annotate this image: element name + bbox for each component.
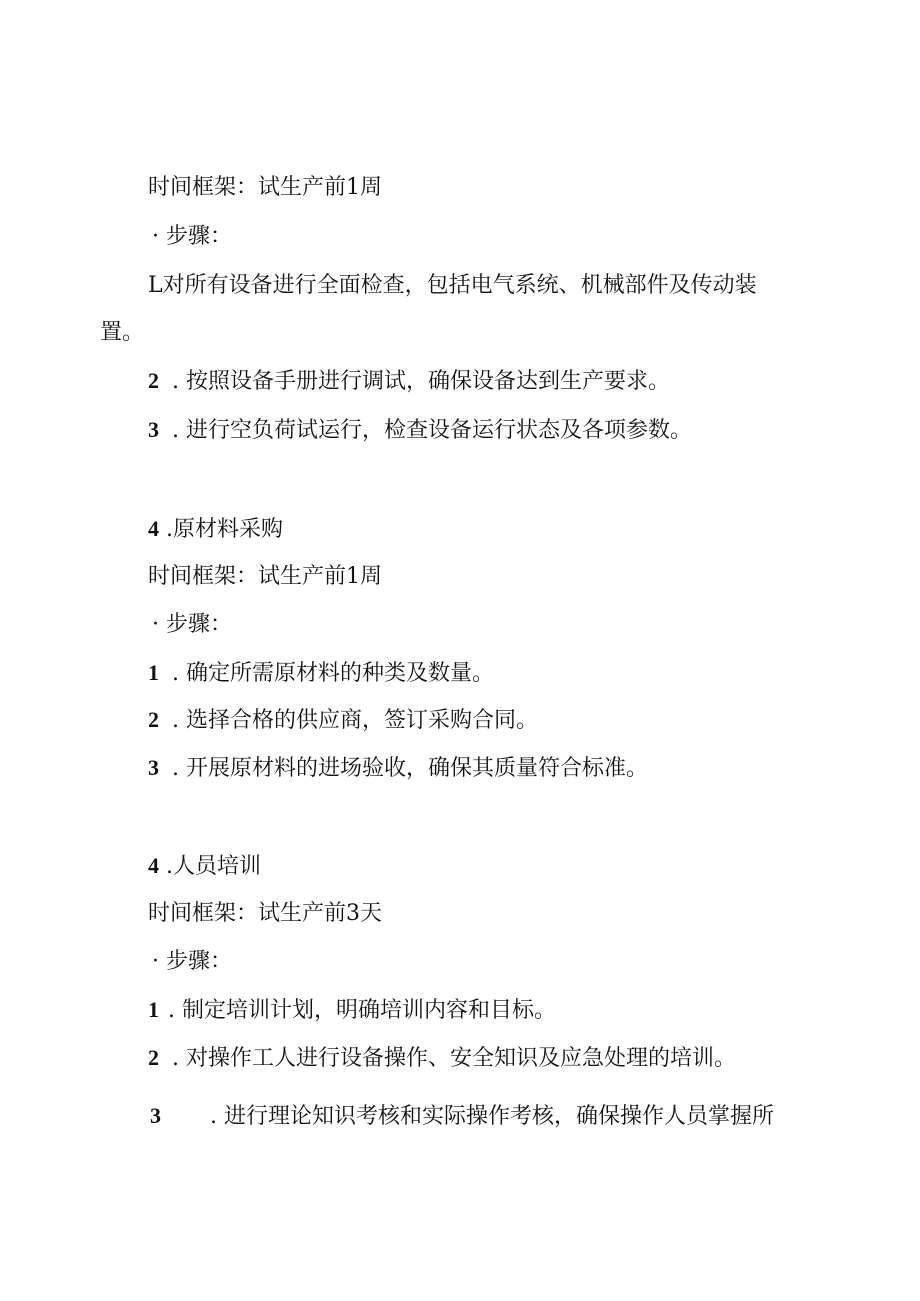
list-item — [148, 658, 494, 689]
section-heading-text: .原材料采购 — [159, 517, 283, 542]
list-item-text: . 进行理论知识考核和实际操作考核，确保操作人员掌握所 — [210, 1104, 774, 1129]
list-item-line: L对所有设备进行全面检查，包括电气系统、机械部件及传动装 — [148, 273, 757, 298]
list-item-number: 1 — [148, 997, 159, 1022]
list-item — [148, 995, 556, 1026]
list-item-text: . 开展原材料的进场验收，确保其质量符合标准。 — [172, 756, 648, 781]
list-item — [148, 366, 670, 397]
list-item-number: 2 — [148, 707, 159, 732]
list-item — [150, 1101, 774, 1132]
list-item-text: . 进行空负荷试运行，检查设备运行状态及各项参数。 — [172, 418, 692, 443]
steps-label: · 步骤： — [152, 612, 232, 637]
list-item-number: 2 — [148, 368, 159, 393]
list-item-number: 2 — [148, 1045, 159, 1070]
list-item-number: 3 — [150, 1103, 161, 1128]
section-heading — [148, 851, 261, 882]
list-item — [148, 415, 692, 446]
list-item-text: . 制定培训计划，明确培训内容和目标。 — [168, 998, 556, 1023]
list-item — [148, 705, 538, 736]
list-item-number: 3 — [148, 755, 159, 780]
timeframe-text: 时间框架：试生产前3天 — [148, 901, 382, 926]
list-item-number: 3 — [148, 417, 159, 442]
list-item — [148, 753, 648, 784]
section-heading-number: 4 — [148, 516, 159, 541]
steps-label: · 步骤： — [152, 224, 232, 249]
list-item-text: . 对操作工人进行设备操作、安全知识及应急处理的培训。 — [172, 1046, 736, 1071]
list-item — [148, 1043, 736, 1074]
list-item-number: 1 — [148, 660, 159, 685]
section-heading-number: 4 — [148, 853, 159, 878]
list-item-continuation: 置。 — [100, 320, 145, 345]
list-item-text: . 选择合格的供应商，签订采购合同。 — [172, 708, 538, 733]
timeframe-text: 时间框架：试生产前1周 — [148, 175, 382, 200]
list-item-text: . 按照设备手册进行调试，确保设备达到生产要求。 — [172, 369, 670, 394]
timeframe-text: 时间框架：试生产前1周 — [148, 564, 382, 589]
section-heading — [148, 514, 283, 545]
section-heading-text: .人员培训 — [159, 854, 261, 879]
list-item-text: . 确定所需原材料的种类及数量。 — [172, 661, 494, 686]
steps-label: · 步骤： — [152, 949, 232, 974]
